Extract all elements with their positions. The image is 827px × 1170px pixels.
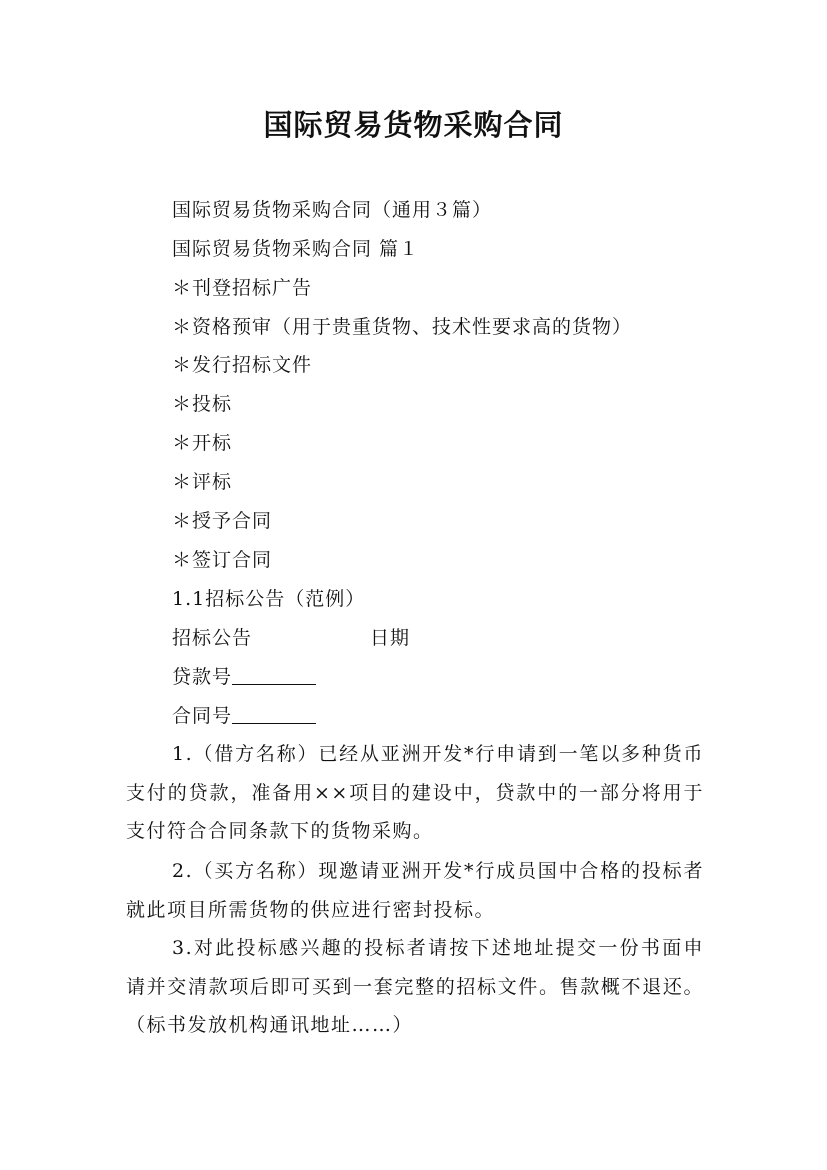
date-label: 日期 [370,627,411,649]
step-item [172,313,632,341]
bullet-mark: ＊ [172,393,193,415]
bullet-mark: ＊ [172,354,193,376]
body-paragraph: 1.（借方名称）已经从亚洲开发*行申请到一笔以多种货币支付的贷款，准备用××项目的建设中，贷款中的一部分将用于支付符合合同条款下的货物采购。 [126,743,704,842]
section-heading: 国际贸易货物采购合同 篇１ [172,238,420,260]
loan-number-label: 贷款号 [172,666,233,688]
bullet-mark: ＊ [172,316,193,338]
step-label: 授予合同 [192,510,273,532]
bullet-mark: ＊ [172,471,193,493]
body-paragraph: 2.（买方名称）现邀请亚洲开发*行成员国中合格的投标者就此项目所需货物的供应进行密封投标。 [126,860,704,921]
bullet-mark: ＊ [172,432,193,454]
step-item [172,429,232,457]
loan-number-blank [232,664,316,685]
step-item [172,351,312,379]
step-item [172,468,232,496]
step-label: 资格预审（用于贵重货物、技术性要求高的货物） [192,316,633,338]
step-item [172,507,272,535]
document-subtitle: 国际贸易货物采购合同（通用３篇） [172,199,493,221]
contract-number-row [172,702,316,730]
step-label: 发行招标文件 [192,354,313,376]
bullet-mark: ＊ [172,549,193,571]
contract-number-label: 合同号 [172,705,233,727]
step-item [172,390,232,418]
bullet-mark: ＊ [172,277,193,299]
step-label: 刊登招标广告 [192,277,313,299]
document-title: 国际贸易货物采购合同 [263,108,564,142]
bullet-mark: ＊ [172,510,193,532]
loan-number-row [172,663,316,691]
notice-header-row [172,624,410,652]
step-label: 开标 [192,432,233,454]
step-label: 投标 [192,393,233,415]
step-item [172,274,312,302]
body-paragraph: 3.对此投标感兴趣的投标者请按下述地址提交一份书面申请并交清款项后即可买到一套完整的招标文件。售款概不退还。（标书发放机构通讯地址……） [126,937,704,1036]
notice-label: 招标公告 [172,627,253,649]
step-item [172,546,272,574]
step-label: 评标 [192,471,233,493]
contract-number-blank [232,703,316,724]
step-label: 签订合同 [192,549,273,571]
notice-heading: 1.1招标公告（范例） [172,588,366,610]
